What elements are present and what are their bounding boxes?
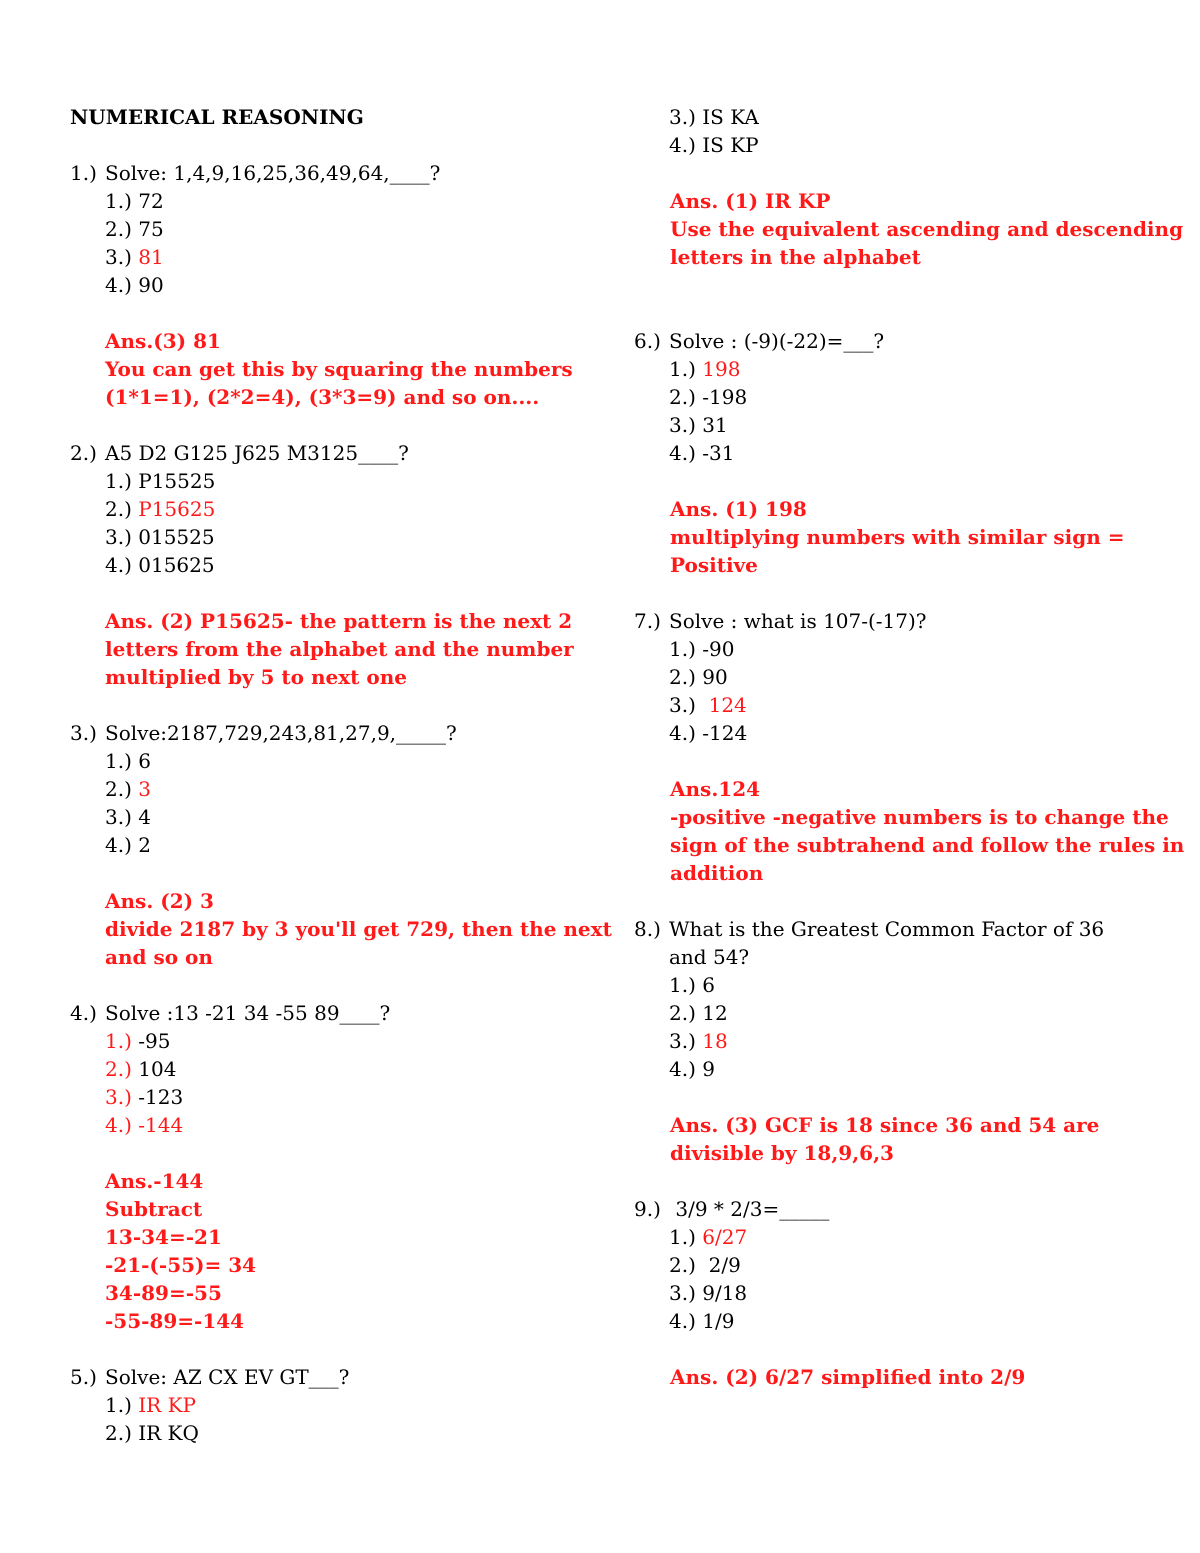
q8-answer-line-1: Ans. (3) GCF is 18 since 36 and 54 are [670, 1113, 1100, 1137]
q8-correct-value: 18 [702, 1029, 728, 1053]
q4-answer-line-1: Ans.-144 [105, 1169, 204, 1193]
q6-option-3: 3.) 31 [669, 413, 728, 437]
q1-option-1: 1.) 72 [105, 189, 164, 213]
q5-option-4: 4.) IS KP [669, 133, 759, 157]
q2-option-4: 4.) 015625 [105, 553, 215, 577]
q1-answer-line-2: You can get this by squaring the numbers [105, 357, 573, 381]
q8-answer-line-2: divisible by 18,9,6,3 [670, 1141, 894, 1165]
q8-option-1: 1.) 6 [669, 973, 715, 997]
q4-answer-line-6: -55-89=-144 [105, 1309, 245, 1333]
q8-option-2: 2.) 12 [669, 1001, 728, 1025]
q5-answer-line-3: letters in the alphabet [670, 245, 921, 269]
q4-answer-line-3: 13-34=-21 [105, 1225, 222, 1249]
q9-correct-value: 6/27 [702, 1225, 748, 1249]
q8-option-3: 3.) 18 [669, 1029, 728, 1053]
q7-option-4: 4.) -124 [669, 721, 748, 745]
right-column [634, 103, 1185, 1391]
question-5: 5.) Solve: AZ CX EV GT___? [70, 1365, 350, 1389]
q6-option-1: 1.) 198 [669, 357, 741, 381]
left-column [70, 103, 612, 1447]
q6-answer-line-2: multiplying numbers with similar sign = [670, 525, 1125, 549]
q7-answer-line-1: Ans.124 [670, 777, 761, 801]
q6-answer-line-1: Ans. (1) 198 [670, 497, 807, 521]
q8-option-4: 4.) 9 [669, 1057, 715, 1081]
page-title: NUMERICAL REASONING [70, 105, 364, 129]
question-9: 9.) 3/9 * 2/3=_____ [634, 1197, 830, 1221]
q1-answer-line-1: Ans.(3) 81 [105, 329, 221, 353]
q9-answer-line-1: Ans. (2) 6/27 simplified into 2/9 [670, 1365, 1026, 1389]
question-2: 2.) A5 D2 G125 J625 M3125____? [70, 441, 409, 465]
q3-answer-line-2: divide 2187 by 3 you'll get 729, then the next [105, 917, 612, 941]
q7-option-1: 1.) -90 [669, 637, 735, 661]
q2-correct-value: P15625 [138, 497, 216, 521]
question-4: 4.) Solve :13 -21 34 -55 89____? [70, 1001, 391, 1025]
q6-option-4: 4.) -31 [669, 441, 735, 465]
q4-answer-line-5: 34-89=-55 [105, 1281, 222, 1305]
q4-option-3: 3.) -123 [105, 1085, 184, 1109]
question-1: 1.) Solve: 1,4,9,16,25,36,49,64,____? [70, 161, 441, 185]
q2-option-3: 3.) 015525 [105, 525, 215, 549]
q6-answer-line-3: Positive [670, 553, 758, 577]
q1-option-4: 4.) 90 [105, 273, 164, 297]
q2-answer-line-3: multiplied by 5 to next one [105, 665, 407, 689]
q2-answer-line-1: Ans. (2) P15625- the pattern is the next 2 [105, 609, 573, 633]
q5-option-3: 3.) IS KA [669, 105, 759, 129]
q3-option-4: 4.) 2 [105, 833, 151, 857]
q7-option-2: 2.) 90 [669, 665, 728, 689]
q5-option-1: 1.) IR KP [105, 1393, 196, 1417]
q4-option-4: 4.) -144 [105, 1113, 184, 1137]
q2-answer-line-2: letters from the alphabet and the number [105, 637, 574, 661]
q4-option-1: 1.) -95 [105, 1029, 171, 1053]
q2-option-2: 2.) P15625 [105, 497, 216, 521]
q5-answer-line-1: Ans. (1) IR KP [670, 189, 831, 213]
q5-correct-value: IR KP [138, 1393, 196, 1417]
q9-option-2: 2.) 2/9 [669, 1253, 741, 1277]
question-3: 3.) Solve:2187,729,243,81,27,9,_____? [70, 721, 457, 745]
q1-option-2: 2.) 75 [105, 217, 164, 241]
question-8: 8.) What is the Greatest Common Factor of 36 [634, 917, 1105, 941]
question-6: 6.) Solve : (-9)(-22)=___? [634, 329, 885, 353]
q2-option-1: 1.) P15525 [105, 469, 216, 493]
question-7: 7.) Solve : what is 107-(-17)? [634, 609, 927, 633]
q7-option-3: 3.) 124 [669, 693, 747, 717]
q1-answer-line-3: (1*1=1), (2*2=4), (3*3=9) and so on.... [105, 385, 540, 409]
q9-option-4: 4.) 1/9 [669, 1309, 735, 1333]
q5-answer-line-2: Use the equivalent ascending and descending [670, 217, 1184, 241]
q7-correct-value: 124 [708, 693, 747, 717]
q7-answer-line-2: -positive -negative numbers is to change the [670, 805, 1169, 829]
q7-answer-line-3: sign of the subtrahend and follow the rules in [670, 833, 1185, 857]
q3-answer-line-1: Ans. (2) 3 [105, 889, 214, 913]
q3-option-2: 2.) 3 [105, 777, 151, 801]
q3-option-1: 1.) 6 [105, 749, 151, 773]
q7-answer-line-4: addition [670, 861, 764, 885]
q6-option-2: 2.) -198 [669, 385, 748, 409]
q3-correct-value: 3 [138, 777, 151, 801]
q1-option-3: 3.) 81 [105, 245, 164, 269]
q1-correct-value: 81 [138, 245, 164, 269]
question-8-continued: and 54? [669, 945, 750, 969]
q4-option-2: 2.) 104 [105, 1057, 177, 1081]
q5-option-2: 2.) IR KQ [105, 1421, 199, 1445]
q6-correct-value: 198 [702, 357, 741, 381]
q4-answer-line-2: Subtract [105, 1197, 203, 1221]
q3-option-3: 3.) 4 [105, 805, 151, 829]
q4-answer-line-4: -21-(-55)= 34 [105, 1253, 257, 1277]
q9-option-1: 1.) 6/27 [669, 1225, 748, 1249]
q9-option-3: 3.) 9/18 [669, 1281, 748, 1305]
q3-answer-line-3: and so on [105, 945, 213, 969]
